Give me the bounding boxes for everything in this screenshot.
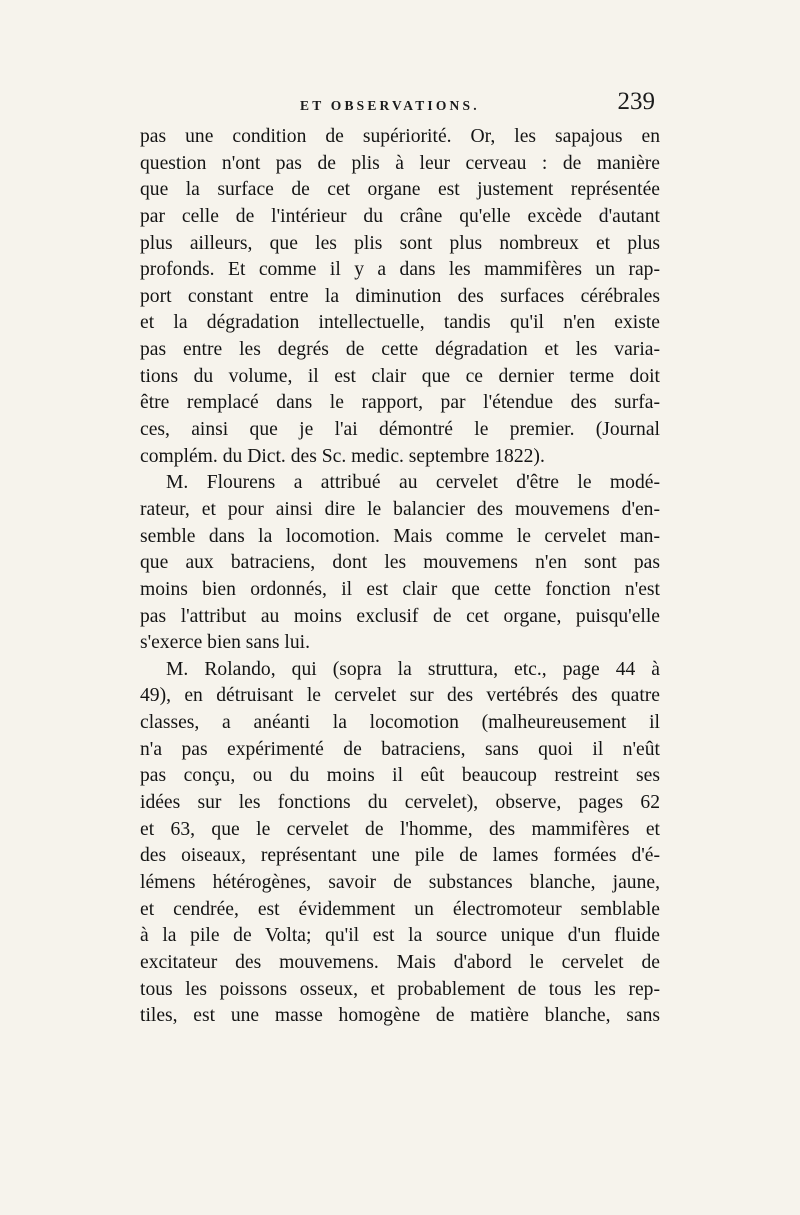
body-text xyxy=(140,124,660,1030)
text-line: complém. du Dict. des Sc. medic. septembre 1822). xyxy=(140,445,545,467)
text-line: que la surface de cet organe est justement représentée xyxy=(140,179,660,201)
text-line: pas l'attribut au moins exclusif de cet organe, puisqu'elle xyxy=(140,605,660,627)
text-line: port constant entre la diminution des surfaces cérébrales xyxy=(140,285,660,307)
text-line: être remplacé dans le rapport, par l'étendue des surfa- xyxy=(140,392,660,414)
text-line: rateur, et pour ainsi dire le balancier des mouvemens d'en- xyxy=(140,498,660,520)
running-title: ET OBSERVATIONS. xyxy=(300,98,480,113)
text-line: que aux batraciens, dont les mouvemens n'en sont pas xyxy=(140,552,660,574)
text-line: ces, ainsi que je l'ai démontré le premier. (Journal xyxy=(140,419,660,441)
text-line: et la dégradation intellectuelle, tandis qu'il n'en existe xyxy=(140,312,660,334)
text-line: idées sur les fonctions du cervelet), observe, pages 62 xyxy=(140,792,660,814)
text-line: n'a pas expérimenté de batraciens, sans quoi il n'eût xyxy=(140,738,660,760)
paragraph-2 xyxy=(140,470,660,656)
paragraph-1 xyxy=(140,124,660,470)
text-line: des oiseaux, représentant une pile de lames formées d'é- xyxy=(140,845,660,867)
text-line: classes, a anéanti la locomotion (malheureusement il xyxy=(140,712,660,734)
text-line: lémens hétérogènes, savoir de substances blanche, jaune, xyxy=(140,871,660,893)
text-line: par celle de l'intérieur du crâne qu'elle excède d'autant xyxy=(140,205,660,227)
text-line: tiles, est une masse homogène de matière blanche, sans xyxy=(140,1005,660,1027)
text-line: moins bien ordonnés, il est clair que cette fonction n'est xyxy=(140,578,660,600)
text-line: semble dans la locomotion. Mais comme le cervelet man- xyxy=(140,525,660,547)
text-line: 49), en détruisant le cervelet sur des vertébrés des quatre xyxy=(140,685,660,707)
text-line: s'exerce bien sans lui. xyxy=(140,632,311,654)
text-line: M. Flourens a attribué au cervelet d'être le modé- xyxy=(166,472,660,494)
text-line: tions du volume, il est clair que ce dernier terme doit xyxy=(140,365,660,387)
text-line: M. Rolando, qui (sopra la struttura, etc., page 44 à xyxy=(166,658,660,680)
text-line: pas entre les degrés de cette dégradation et les varia- xyxy=(140,339,660,361)
text-line: et cendrée, est évidemment un électromoteur semblable xyxy=(140,898,660,920)
text-line: question n'ont pas de plis à leur cerveau : de manière xyxy=(140,152,660,174)
paragraph-3 xyxy=(140,657,660,1030)
page-number: 239 xyxy=(617,88,655,115)
text-line: et 63, que le cervelet de l'homme, des mammifères et xyxy=(140,818,660,840)
text-line: pas conçu, ou du moins il eût beaucoup restreint ses xyxy=(140,765,660,787)
text-line: à la pile de Volta; qu'il est la source unique d'un fluide xyxy=(140,925,660,947)
text-line: tous les poissons osseux, et probablement de tous les rep- xyxy=(140,978,660,1000)
text-line: pas une condition de supériorité. Or, les sapajous en xyxy=(140,126,660,147)
text-line: excitateur des mouvemens. Mais d'abord le cervelet de xyxy=(140,951,660,973)
text-line: plus ailleurs, que les plis sont plus nombreux et plus xyxy=(140,232,660,254)
text-line: profonds. Et comme il y a dans les mammifères un rap- xyxy=(140,259,660,281)
